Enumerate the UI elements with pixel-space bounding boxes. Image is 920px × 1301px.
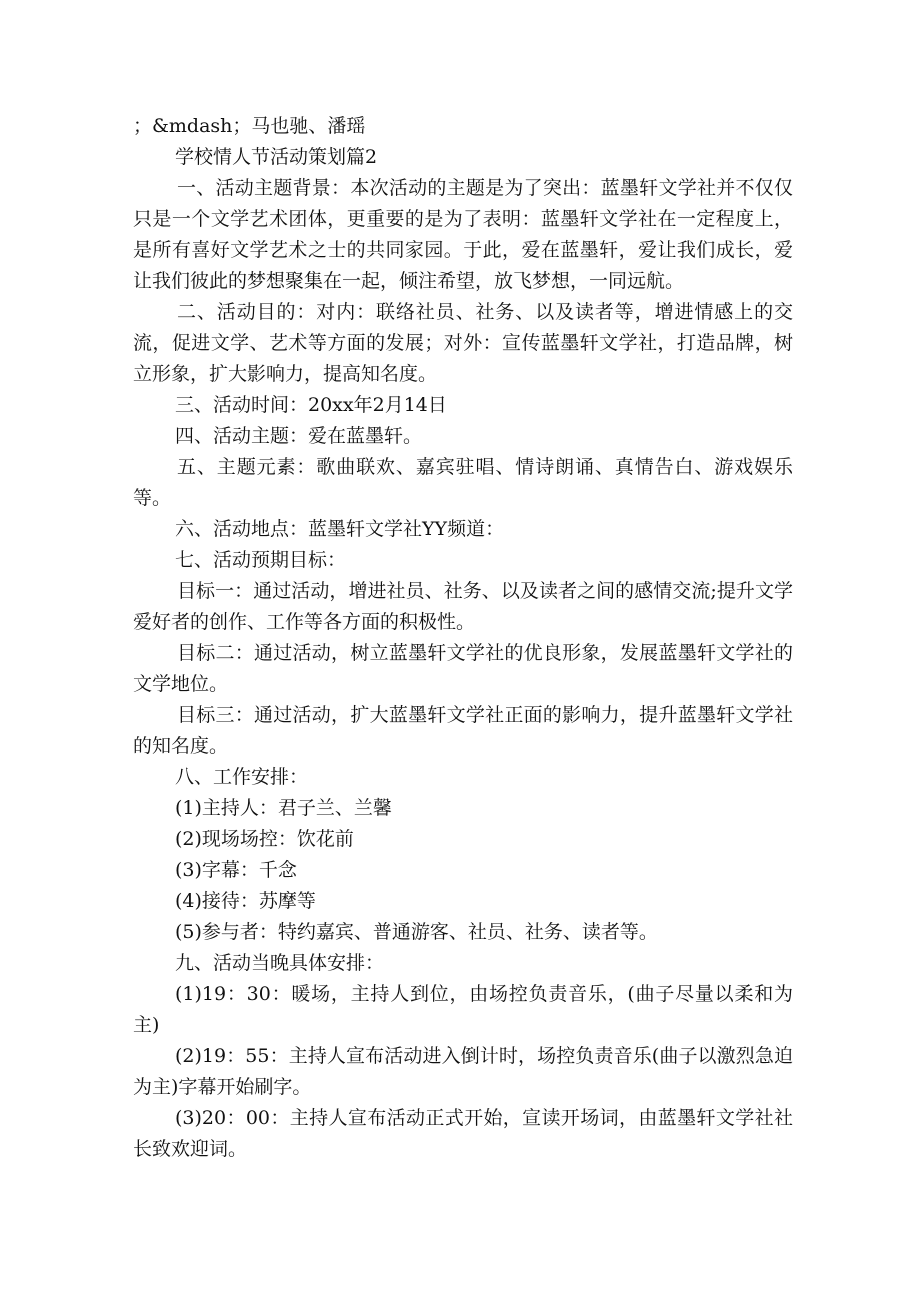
paragraph-goals-heading: 七、活动预期目标：: [175, 549, 347, 571]
paragraph-time: 三、活动时间：20xx年2月14日: [175, 394, 447, 416]
list-item-subtitles: (3)字幕：千念: [175, 859, 297, 881]
paragraph-schedule-heading: 九、活动当晚具体安排：: [175, 952, 385, 974]
list-item-control: (2)现场场控：饮花前: [175, 828, 354, 850]
schedule-item-3: (3)20：00：主持人宣布活动正式开始，宣读开场词，由蓝墨轩文学社社长致欢迎词。: [133, 1107, 793, 1160]
paragraph-goal-3: 目标三：通过活动，扩大蓝墨轩文学社正面的影响力，提升蓝墨轩文学社的知名度。: [133, 704, 793, 757]
paragraph-signature: ；&mdash；马也驰、潘瑶: [133, 115, 366, 137]
schedule-item-1: (1)19：30：暖场，主持人到位，由场控负责音乐，(曲子尽量以柔和为主): [133, 983, 793, 1036]
paragraph-location: 六、活动地点：蓝墨轩文学社YY频道：: [175, 518, 505, 540]
list-item-host: (1)主持人：君子兰、兰馨: [175, 797, 392, 819]
section-title: 学校情人节活动策划篇2: [175, 146, 378, 168]
paragraph-background: 一、活动主题背景：本次活动的主题是为了突出：蓝墨轩文学社并不仅仅只是一个文学艺术团体，更重要的是为了表明：蓝墨轩文学社在一定程度上，是所有喜好文学艺术之士的共同家园。于此，爱在蓝墨轩，爱让我们成长，爱让我们彼此的梦想聚集在一起，倾注希望，放飞梦想，一同远航。: [133, 177, 793, 292]
paragraph-theme: 四、活动主题：爱在蓝墨轩。: [175, 425, 423, 447]
paragraph-work-heading: 八、工作安排：: [175, 766, 309, 788]
schedule-item-2: (2)19：55：主持人宣布活动进入倒计时，场控负责音乐(曲子以激烈急迫为主)字幕开始刷字。: [133, 1045, 793, 1098]
paragraph-elements: 五、主题元素：歌曲联欢、嘉宾驻唱、情诗朗诵、真情告白、游戏娱乐等。: [133, 456, 793, 509]
paragraph-purpose: 二、活动目的：对内：联络社员、社务、以及读者等，增进情感上的交流，促进文学、艺术等方面的发展；对外：宣传蓝墨轩文学社，打造品牌，树立形象，扩大影响力，提高知名度。: [133, 301, 793, 385]
paragraph-goal-1: 目标一：通过活动，增进社员、社务、以及读者之间的感情交流;提升文学爱好者的创作、工作等各方面的积极性。: [133, 580, 793, 633]
list-item-participants: (5)参与者：特约嘉宾、普通游客、社员、社务、读者等。: [175, 921, 658, 943]
paragraph-goal-2: 目标二：通过活动，树立蓝墨轩文学社的优良形象，发展蓝墨轩文学社的文学地位。: [133, 642, 793, 695]
document-body: [133, 111, 793, 1165]
list-item-reception: (4)接待：苏摩等: [175, 890, 316, 912]
